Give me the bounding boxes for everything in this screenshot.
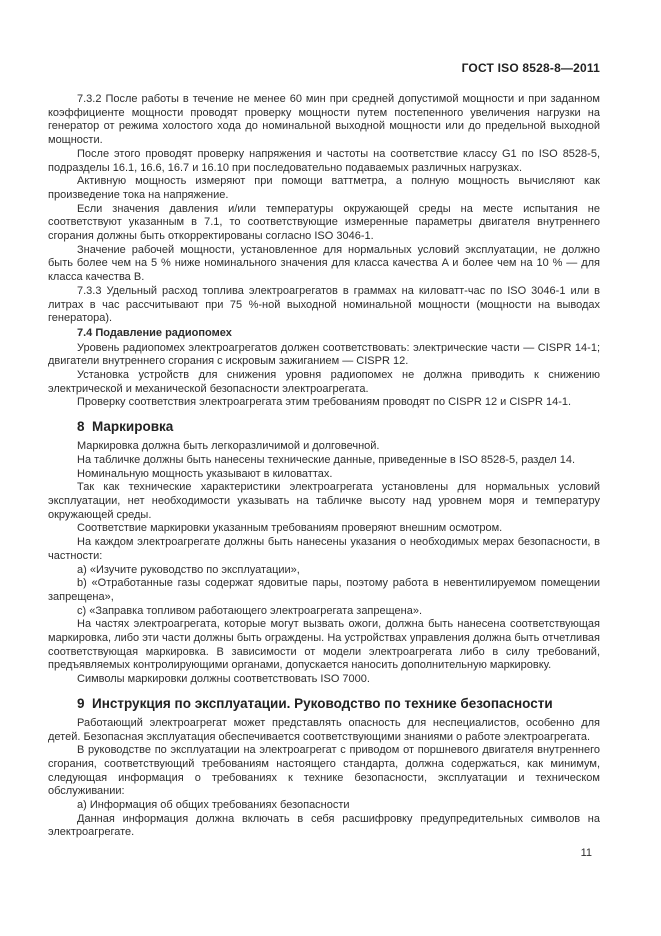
paragraph: На табличке должны быть нанесены технические данные, приведенные в ISO 8528-5, раздел 14. xyxy=(77,453,576,466)
list-item: b) «Отработанные газы содержат ядовитые пары, поэтому работа в невентилируемом помещении запрещена», xyxy=(48,577,600,603)
paragraph: Работающий электроагрегат может представлять опасность для неспециалистов, особенно для детей. Безопасная эксплуатация обеспечивается соответствующими знаниями о работе электроагрегата. xyxy=(48,716,600,743)
document-header-title: ГОСТ ISO 8528-8—2011 xyxy=(461,61,600,75)
section-heading: 9 Инструкция по эксплуатации. Руководство по технике безопасности xyxy=(77,695,553,711)
paragraph: 7.3.2 После работы в течение не менее 60 мин при средней допустимой мощности и при заданном коэффициенте мощности проводят проверку мощности путем постепенного увеличения нагрузки на генератор от режима холостого хода до номинальной выходной мощности или до предельной выходной мощности. xyxy=(48,93,600,147)
paragraph: 7.3.3 Удельный расход топлива электроагрегатов в граммах на киловатт-час по ISO 3046-1 или в литрах в час рассчитывают при 75 %-ной выходной номинальной мощности (мощности на выводах генератора). xyxy=(48,284,600,325)
paragraph: Значение рабочей мощности, установленное для нормальных условий эксплуатации, не должно быть более чем на 5 % ниже номинального значения для класса качества A и более чем на 10 % — для класса качества B. xyxy=(48,243,600,284)
list-item: a) Информация об общих требованиях безопасности xyxy=(77,799,350,812)
paragraph: Маркировка должна быть легкоразличимой и долговечной. xyxy=(77,440,380,453)
paragraph: Уровень радиопомех электроагрегатов должен соответствовать: электрические части — CISPR 14-1; двигатели внутреннего сгорания с искровым зажиганием — CISPR 12. xyxy=(48,341,600,368)
paragraph: Активную мощность измеряют при помощи ваттметра, а полную мощность вычисляют как произведение тока на напряжение. xyxy=(48,175,600,201)
paragraph: Если значения давления и/или температуры окружающей среды на месте испытания не соответствуют указанным в 7.1, то соответствующие измеренные параметры двигателя внутреннего сгорания должны быть откорректированы согласно ISO 3046-1. xyxy=(48,202,600,243)
paragraph: Символы маркировки должны соответствовать ISO 7000. xyxy=(77,673,370,686)
list-item: a) «Изучите руководство по эксплуатации», xyxy=(77,563,300,576)
section-heading: 8 Маркировка xyxy=(77,419,174,435)
list-item: c) «Заправка топливом работающего электроагрегата запрещена». xyxy=(77,604,423,617)
paragraph: Установка устройств для снижения уровня радиопомех не должна приводить к снижению электрической и механической безопасности электроагрегата. xyxy=(48,369,600,395)
page-number: 11 xyxy=(580,847,592,859)
paragraph: Данная информация должна включать в себя расшифровку предупредительных символов на электроагрегате. xyxy=(48,812,600,839)
paragraph: После этого проводят проверку напряжения и частоты на соответствие классу G1 по ISO 8528-5, подразделы 16.1, 16.6, 16.7 и 16.10 при последовательно подаваемых различных нагрузках. xyxy=(48,147,600,174)
paragraph: Номинальную мощность указывают в киловаттах. xyxy=(77,467,333,480)
paragraph: Так как технические характеристики электроагрегата установлены для нормальных условий эксплуатации, нет необходимости указывать на табличке высоту над уровнем моря и температуру окружающей среды. xyxy=(48,481,600,521)
paragraph: Соответствие маркировки указанным требованиям проверяют внешним осмотром. xyxy=(77,522,503,535)
document-body xyxy=(48,93,600,840)
subsection-heading: 7.4 Подавление радиопомех xyxy=(77,326,232,339)
paragraph: Проверку соответствия электроагрегата этим требованиям проводят по CISPR 12 и CISPR 14-1. xyxy=(77,396,572,409)
paragraph: На частях электроагрегата, которые могут вызвать ожоги, должна быть нанесена соответствующая маркировка, либо эти части должны быть ограждены. На устройствах управления должна быть отчетливая соответствующая маркировка. В зависимости от модели электроагрегата либо в силу требований, предъявляемых контролирующими органами, допускается наносить дополнительную маркировку. xyxy=(48,618,600,672)
paragraph: В руководстве по эксплуатации на электроагрегат с приводом от поршневого двигателя внутреннего сгорания, соответствующий требованиям настоящего стандарта, должна содержаться, как минимум, следующая информация о требованиях к технике безопасности, эксплуатации и техническом обслуживании: xyxy=(48,744,600,798)
paragraph: На каждом электроагрегате должны быть нанесены указания о необходимых мерах безопасности, в частности: xyxy=(48,536,600,562)
